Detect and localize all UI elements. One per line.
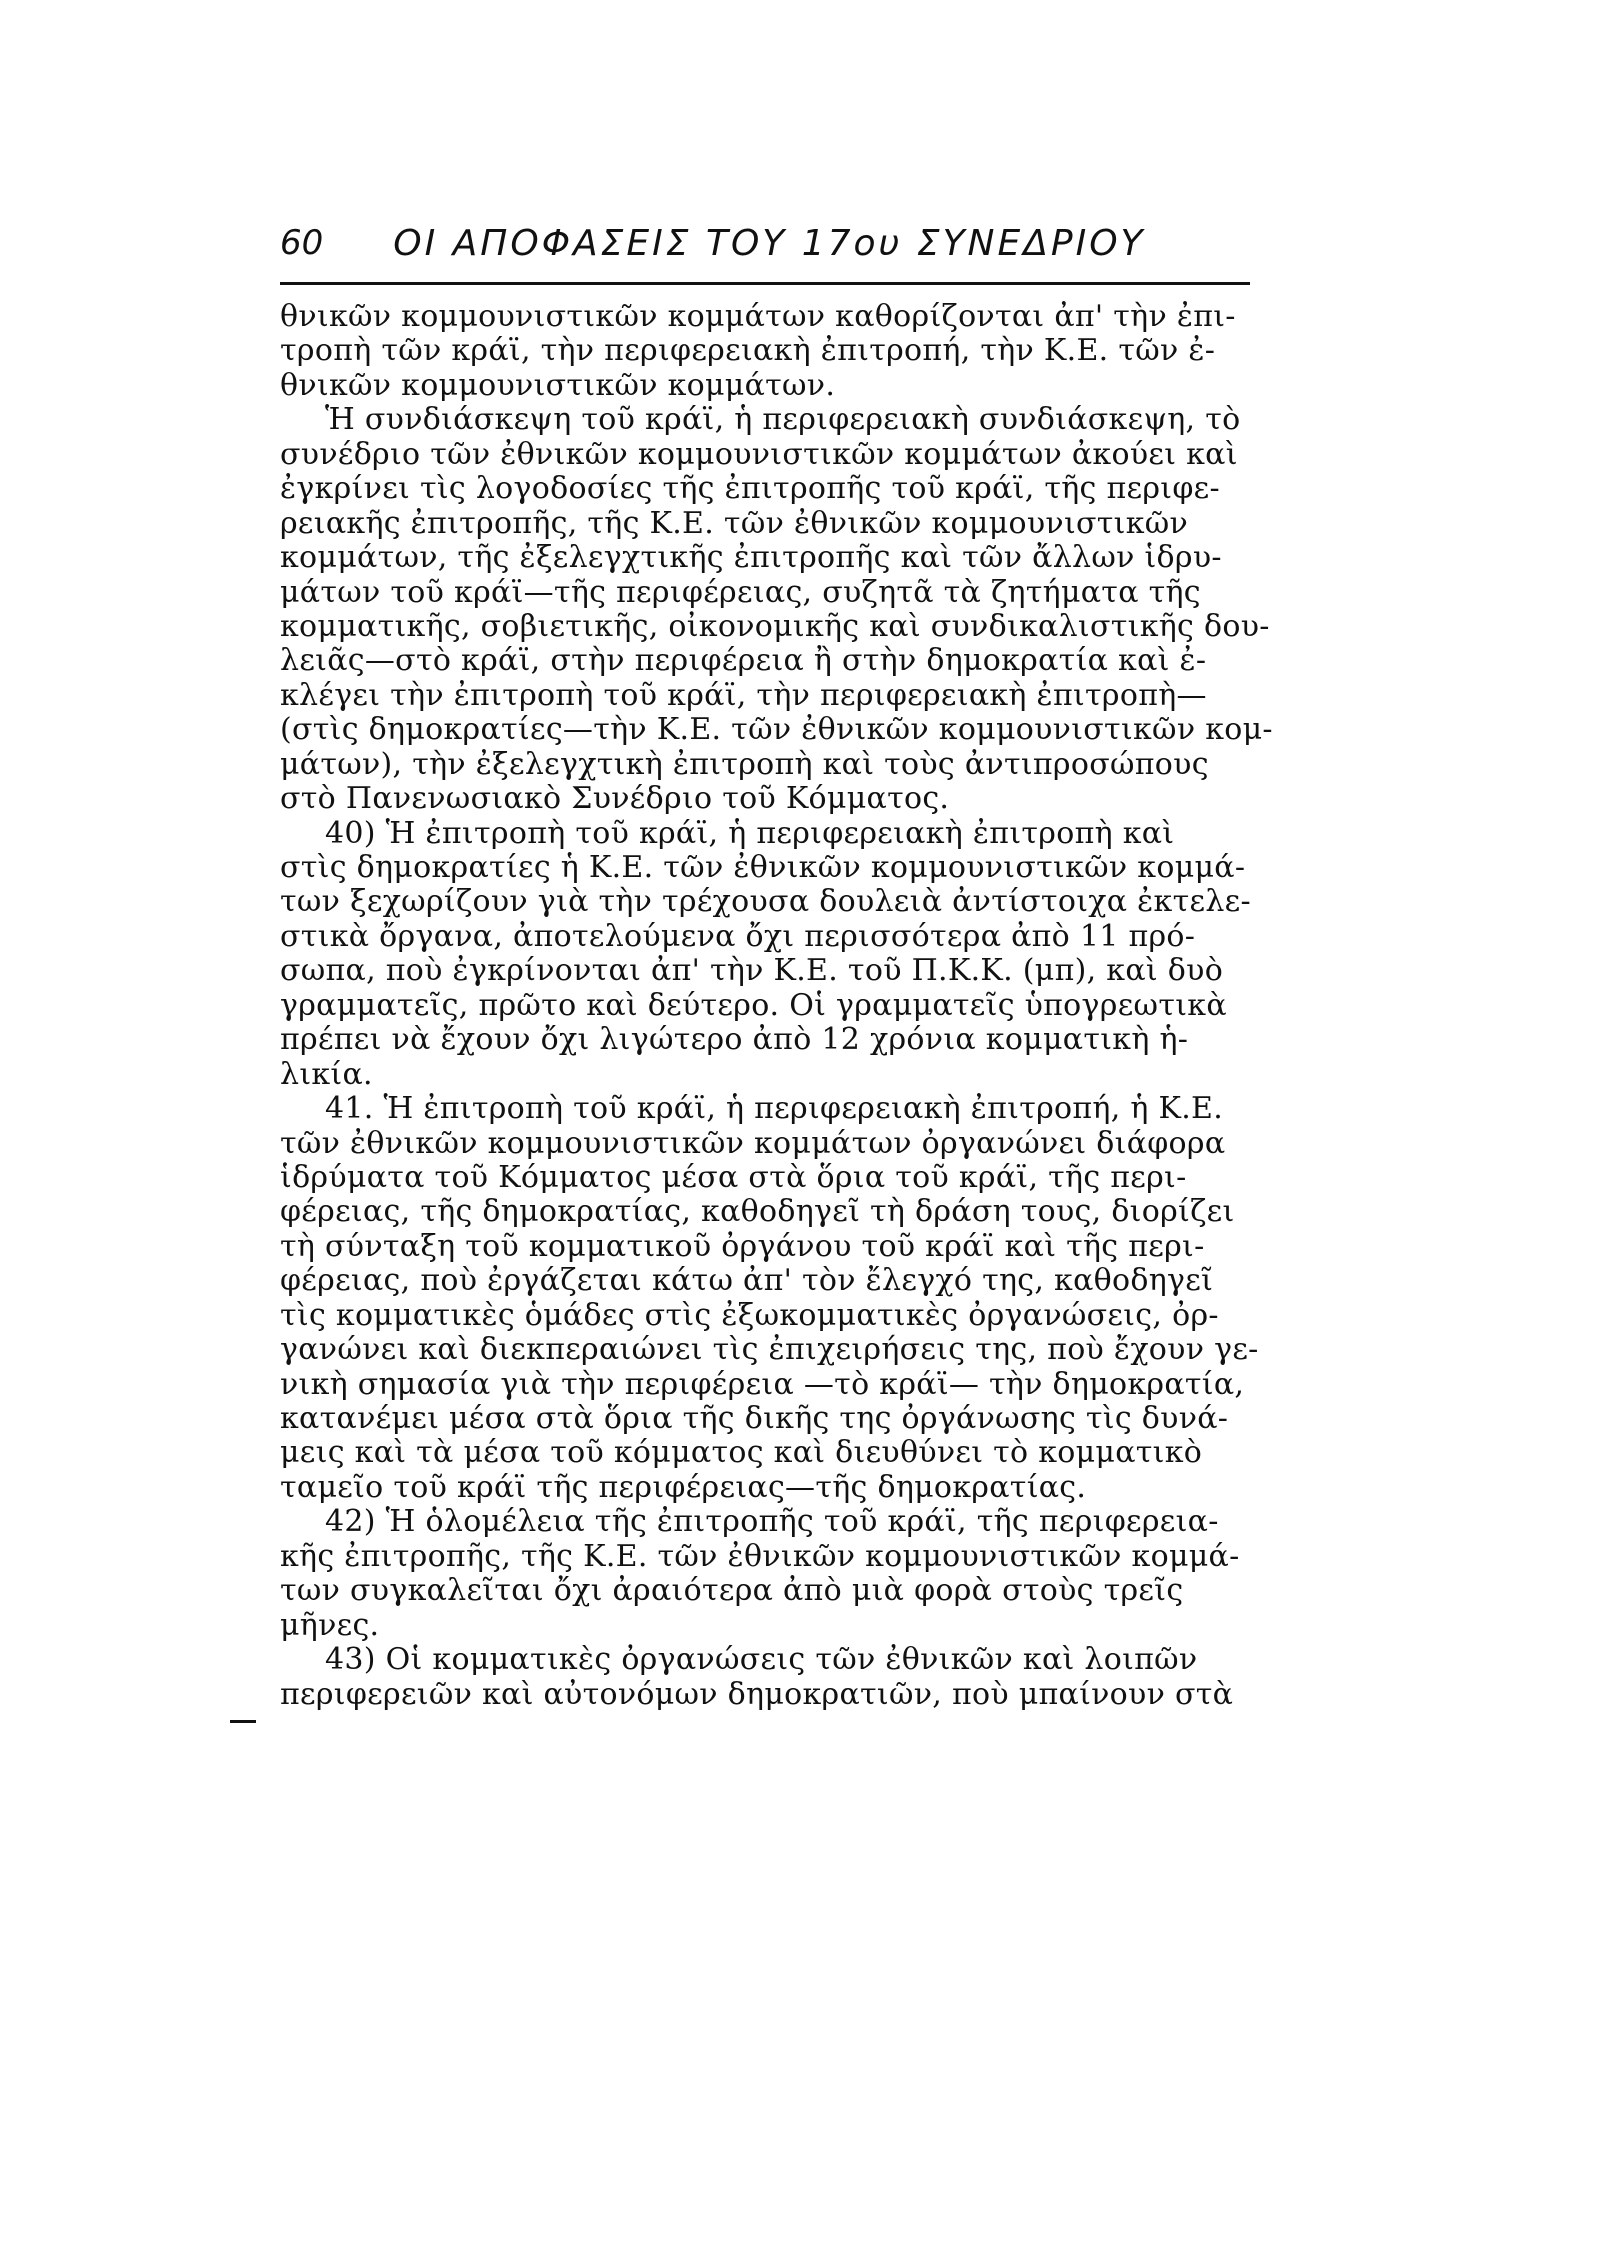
text-line: μῆνες. xyxy=(280,1608,380,1643)
text-line: 43) Οἱ κομματικὲς ὀργανώσεις τῶν ἐθνικῶν καὶ λοιπῶν xyxy=(325,1643,1198,1678)
text-line: θνικῶν κομμουνιστικῶν κομμάτων. xyxy=(280,368,836,403)
text-line: ἱδρύματα τοῦ Κόμματος μέσα στὰ ὅρια τοῦ κράϊ, τῆς περι- xyxy=(280,1160,1187,1195)
text-line: κατανέμει μέσα στὰ ὅρια τῆς δικῆς της ὀργάνωσης τὶς δυνά- xyxy=(280,1402,1229,1436)
text-line: τὴ σύνταξη τοῦ κομματικοῦ ὀργάνου τοῦ κράϊ καὶ τῆς περι- xyxy=(280,1229,1205,1264)
text-line: μάτων τοῦ κράϊ—τῆς περιφέρειας, συζητᾶ τὰ ζητήματα τῆς xyxy=(280,575,1201,610)
text-line: τῶν ἐθνικῶν κομμουνιστικῶν κομμάτων ὀργανώνει διάφορα xyxy=(280,1126,1226,1161)
text-line: ἐγκρίνει τὶς λογοδοσίες τῆς ἐπιτροπῆς τοῦ κράϊ, τῆς περιφε- xyxy=(280,472,1220,507)
text-line: Ἡ συνδιάσκεψη τοῦ κράϊ, ἡ περιφερειακὴ συνδιάσκεψη, τὸ xyxy=(325,403,1241,438)
text-line: σωπα, ποὺ ἐγκρίνονται ἀπ' τὴν Κ.Ε. τοῦ Π.Κ.Κ. (μπ), καὶ δυὸ xyxy=(280,954,1224,989)
text-line: μάτων), τὴν ἐξελεγχτικὴ ἐπιτροπὴ καὶ τοὺς ἀντιπροσώπους xyxy=(280,747,1209,782)
text-line: περιφερειῶν καὶ αὐτονόμων δημοκρατιῶν, ποὺ μπαίνουν στὰ xyxy=(280,1677,1234,1712)
text-line: 41. Ἡ ἐπιτροπὴ τοῦ κράϊ, ἡ περιφερειακὴ ἐπιτροπή, ἡ Κ.Ε. xyxy=(325,1092,1224,1127)
text-line: φέρειας, τῆς δημοκρατίας, καθοδηγεῖ τὴ δράση τους, διορίζει xyxy=(280,1195,1235,1230)
text-line: συνέδριο τῶν ἐθνικῶν κομμουνιστικῶν κομμάτων ἀκούει καὶ xyxy=(280,437,1238,472)
text-line: λικία. xyxy=(280,1057,373,1092)
running-header xyxy=(280,212,1250,274)
margin-dash-mark xyxy=(230,1720,256,1723)
text-line: γανώνει καὶ διεκπεραιώνει τὶς ἐπιχειρήσεις της, ποὺ ἔχουν γε- xyxy=(280,1333,1259,1368)
text-line: κλέγει τὴν ἐπιτροπὴ τοῦ κράϊ, τὴν περιφερειακὴ ἐπιτροπὴ— xyxy=(280,678,1207,713)
text-line: στὸ Πανενωσιακὸ Συνέδριο τοῦ Κόμματος. xyxy=(280,782,950,817)
text-line: (στὶς δημοκρατίες—τὴν Κ.Ε. τῶν ἐθνικῶν κομμουνιστικῶν κομ- xyxy=(280,713,1273,748)
text-line: στὶς δημοκρατίες ἡ Κ.Ε. τῶν ἐθνικῶν κομμουνιστικῶν κομμά- xyxy=(280,851,1246,885)
text-line: φέρειας, ποὺ ἐργάζεται κάτω ἀπ' τὸν ἔλεγχό της, καθοδηγεῖ xyxy=(280,1264,1214,1299)
text-line: των ξεχωρίζουν γιὰ τὴν τρέχουσα δουλειὰ ἀντίστοιχα ἐκτελε- xyxy=(280,885,1251,920)
text-line: νικὴ σημασία γιὰ τὴν περιφέρεια —τὸ κράϊ— τὴν δημοκρατία, xyxy=(280,1367,1245,1402)
text-line: κομμάτων, τῆς ἐξελεγχτικῆς ἐπιτροπῆς καὶ τῶν ἄλλων ἱδρυ- xyxy=(280,541,1222,576)
text-line: τροπὴ τῶν κράϊ, τὴν περιφερειακὴ ἐπιτροπή, τὴν Κ.Ε. τῶν ἐ- xyxy=(280,334,1216,369)
text-line: των συγκαλεῖται ὄχι ἀραιότερα ἀπὸ μιὰ φορὰ στοὺς τρεῖς xyxy=(280,1574,1184,1609)
page-number: 60 xyxy=(280,223,324,263)
text-line: 40) Ἡ ἐπιτροπὴ τοῦ κράϊ, ἡ περιφερειακὴ ἐπιτροπὴ καὶ xyxy=(325,816,1175,851)
text-line: ρειακῆς ἐπιτροπῆς, τῆς Κ.Ε. τῶν ἐθνικῶν κομμουνιστικῶν xyxy=(280,506,1189,541)
text-line: ταμεῖο τοῦ κράϊ τῆς περιφέρειας—τῆς δημοκρατίας. xyxy=(280,1470,1087,1505)
header-rule xyxy=(280,282,1250,285)
text-line: θνικῶν κομμουνιστικῶν κομμάτων καθορίζονται ἀπ' τὴν ἐπι- xyxy=(280,300,1236,334)
text-line: λειᾶς—στὸ κράϊ, στὴν περιφέρεια ἢ στὴν δημοκρατία καὶ ἐ- xyxy=(280,644,1207,679)
text-line: γραμματεῖς, πρῶτο καὶ δεύτερο. Οἱ γραμματεῖς ὑπογρεωτικὰ xyxy=(280,988,1227,1023)
text-line: κομματικῆς, σοβιετικῆς, οἰκονομικῆς καὶ συνδικαλιστικῆς δου- xyxy=(280,609,1270,644)
text-line: στικὰ ὄργανα, ἀποτελούμενα ὄχι περισσότερα ἀπὸ 11 πρό- xyxy=(280,919,1196,954)
text-line: τὶς κομματικὲς ὁμάδες στὶς ἐξωκομματικὲς ὀργανώσεις, ὀρ- xyxy=(280,1298,1219,1333)
running-title: ΟΙ ΑΠΟΦΑΣΕΙΣ ΤΟΥ 17ου ΣΥΝΕΔΡΙΟΥ xyxy=(393,222,1146,264)
text-line: πρέπει νὰ ἔχουν ὄχι λιγώτερο ἀπὸ 12 χρόνια κομματικὴ ἡ- xyxy=(280,1023,1189,1058)
text-line: μεις καὶ τὰ μέσα τοῦ κόμματος καὶ διευθύνει τὸ κομματικὸ xyxy=(280,1436,1203,1471)
body-text xyxy=(270,300,1420,1712)
text-line: κῆς ἐπιτροπῆς, τῆς Κ.Ε. τῶν ἐθνικῶν κομμουνιστικῶν κομμά- xyxy=(280,1539,1240,1574)
text-line: 42) Ἡ ὁλομέλεια τῆς ἐπιτροπῆς τοῦ κράϊ, τῆς περιφερεια- xyxy=(325,1505,1219,1540)
